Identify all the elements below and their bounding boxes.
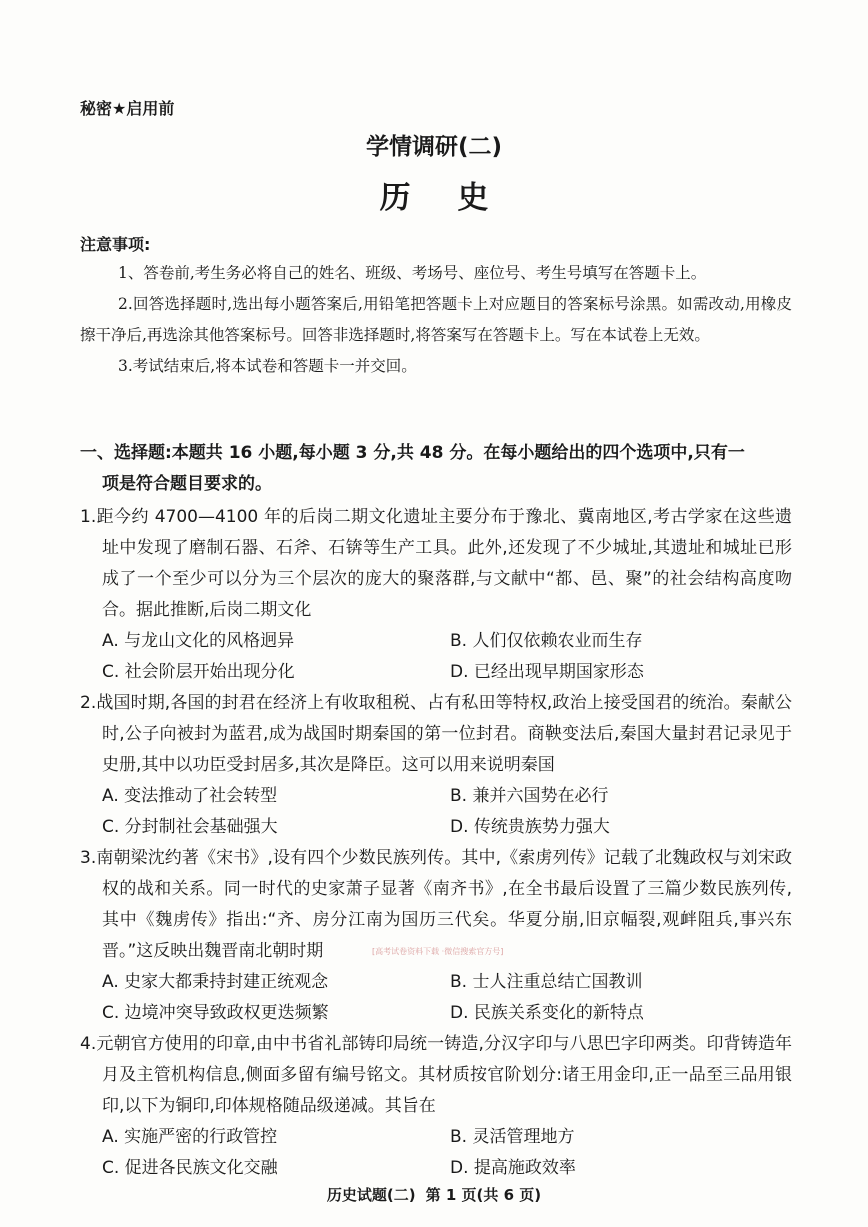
page-footer — [0, 1184, 868, 1205]
option-c: C. 促进各民族文化交融 — [102, 1158, 278, 1178]
option-grid — [80, 1122, 792, 1184]
question-stem: 4.元朝官方使用的印章,由中书省礼部铸印局统一铸造,分汉字印与八思巴字印两类。印背铸造年月及主管机构信息,侧面多留有编号铭文。其材质按官阶划分:诸王用金印,正一品至三品用银印,以下为铜印,印体规格随品级递减。其旨在 — [80, 1034, 792, 1116]
option-grid — [80, 967, 792, 1029]
question-3 — [80, 843, 792, 1029]
option-c: C. 边境冲突导致政权更迭频繁 — [102, 1003, 329, 1023]
notice-list — [80, 258, 792, 382]
section-heading — [80, 438, 792, 500]
option-a: A. 史家大都秉持封建正统观念 — [102, 972, 329, 992]
question-2 — [80, 688, 792, 843]
footer-page-number: 第 1 页(共 6 页) — [425, 1186, 542, 1204]
footer-paper-name: 历史试题(二) — [326, 1186, 416, 1204]
notice-item: 3.考试结束后,将本试卷和答题卡一并交回。 — [118, 357, 417, 375]
notice-heading: 注意事项: — [80, 235, 151, 254]
option-a: A. 与龙山文化的风格迥异 — [102, 631, 295, 651]
option-d: D. 传统贵族势力强大 — [450, 817, 610, 837]
question-4 — [80, 1029, 792, 1184]
option-d: D. 提高施政效率 — [450, 1158, 576, 1178]
subject-title: 历 史 — [379, 180, 507, 216]
exam-title: 学情调研(二) — [365, 134, 503, 160]
confidential-label: 秘密★启用前 — [80, 99, 175, 118]
question-1 — [80, 502, 792, 688]
option-grid — [80, 626, 792, 688]
option-b: B. 士人注重总结亡国教训 — [450, 972, 643, 992]
option-d: D. 已经出现早期国家形态 — [450, 662, 644, 682]
notice-item: 2.回答选择题时,选出每小题答案后,用铅笔把答题卡上对应题目的答案标号涂黑。如需改动,用橡皮擦干净后,再选涂其他答案标号。回答非选择题时,将答案写在答题卡上。写在本试卷上无效。 — [80, 295, 792, 344]
question-stem: 3.南朝梁沈约著《宋书》,设有四个少数民族列传。其中,《索虏列传》记载了北魏政权与刘宋政权的战和关系。同一时代的史家萧子显著《南齐书》,在全书最后设置了三篇少数民族列传,其中《魏虏传》指出:“齐、房分江南为国历三代矣。华夏分崩,旧京幅裂,观衅阻兵,事兴东晋。”这反映出魏晋南北朝时期 — [80, 848, 792, 961]
notice-item: 1、答卷前,考生务必将自己的姓名、班级、考场号、座位号、考生号填写在答题卡上。 — [118, 264, 707, 282]
option-b: B. 灵活管理地方 — [450, 1127, 575, 1147]
question-stem: 2.战国时期,各国的封君在经济上有收取租税、占有私田等特权,政治上接受国君的统治。秦献公时,公子向被封为蓝君,成为战国时期秦国的第一位封君。商鞅变法后,秦国大量封君记录见于史册,其中以功臣受封居多,其次是降臣。这可以用来说明秦国 — [80, 693, 792, 775]
section-heading-line1: 一、选择题:本题共 16 小题,每小题 3 分,共 48 分。在每小题给出的四个选项中,只有一 — [80, 443, 745, 463]
option-c: C. 分封制社会基础强大 — [102, 817, 278, 837]
watermark-text: [高考试卷资料下载 ·微信搜索官方号] — [372, 947, 504, 956]
option-d: D. 民族关系变化的新特点 — [450, 1003, 644, 1023]
option-c: C. 社会阶层开始出现分化 — [102, 662, 295, 682]
option-b: B. 兼并六国势在必行 — [450, 786, 609, 806]
option-b: B. 人们仅依赖农业而生存 — [450, 631, 643, 651]
option-grid — [80, 781, 792, 843]
option-a: A. 变法推动了社会转型 — [102, 786, 278, 806]
question-stem: 1.距今约 4700—4100 年的后岗二期文化遗址主要分布于豫北、冀南地区,考古学家在这些遗址中发现了磨制石器、石斧、石锛等生产工具。此外,还发现了不少城址,其遗址和城址已形成了一个至少可以分为三个层次的庞大的聚落群,与文献中“都、邑、聚”的社会结构高度吻合。据此推断,后岗二期文化 — [80, 507, 792, 620]
section-heading-line2: 项是符合题目要求的。 — [102, 474, 272, 494]
option-a: A. 实施严密的行政管控 — [102, 1127, 278, 1147]
question-list — [80, 502, 792, 1184]
